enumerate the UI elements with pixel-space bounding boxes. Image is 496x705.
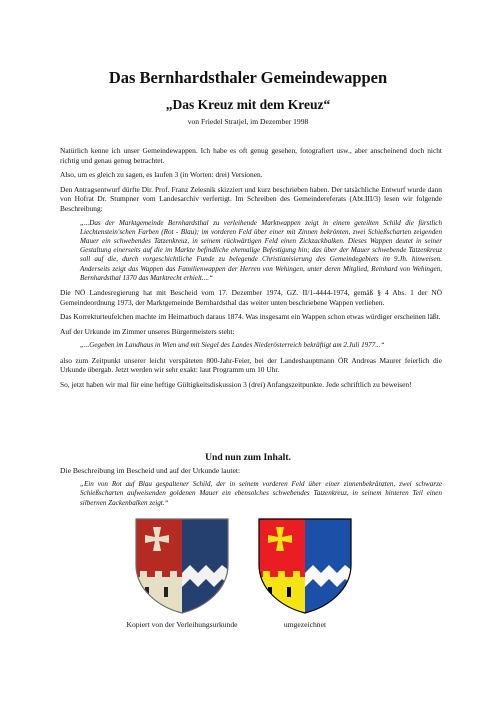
description-quote: „Ein von Rot auf Blau gespaltener Schild, der in seinem vorderen Feld über einer zinnenbekränzten, zwei schwarze Schießscharten aufweisenden goldenen Mauer ein ebensolches schwebendes Tatzenkreuz, in seinem hinteren Teil einen silbernen Zackenbalken zeigt.“ <box>80 480 442 507</box>
page-title: Das Bernhardsthaler Gemeindewappen <box>108 68 388 87</box>
page-subtitle: „Das Kreuz mit dem Kreuz“ <box>165 97 331 112</box>
paragraph: Auf der Urkunde im Zimmer unseres Bürgermeisters steht: <box>60 326 235 336</box>
crenellated-wall <box>132 571 182 615</box>
arrow-slit <box>287 587 291 597</box>
paragraph: Also, um es gleich zu sagen, es laufen 3 (in Worten: drei) Versionen. <box>60 170 263 180</box>
paragraph: Den Antragsentwurf dürfte Dir. Prof. Franz Zelesnik skizziert und kurz beschrieben haben. Der tatsächliche Entwurf wurde dann von Hofrat Dr. Stumpner vom Landesarchiv verfertigt. Im Schreiben des Gemeindereferats (Abt.III/3) lesen wir folgende Beschreibung: <box>60 184 442 213</box>
caption-original: Kopiert von der Verleihungsurkunde <box>126 620 238 629</box>
paragraph: So, jetzt haben wir mal für eine heftige Gültigkeitsdiskussion 3 (drei) Anfangszeitpunkte. Jede schriftlich zu beweisen! <box>60 379 412 389</box>
paragraph: Die NÖ Landesregierung hat mit Bescheid vom 17. Dezember 1974, GZ. II/1-4444-1974, gemäß § 4 Abs. 1 der NÖ Gemeindeordnung 1973, der Marktgemeinde Bernhardsthal das weiter unten beschriebene Wappen verliehen. <box>60 287 442 307</box>
quote-certificate: „...Gegeben im Landhaus in Wien und mit Siegel des Landes Niederösterreich bekräftigt am 2.Juli 1977...“ <box>80 341 385 350</box>
shield-original-image <box>132 515 232 615</box>
section-heading: Und nun zum Inhalt. <box>205 452 291 463</box>
blue-field <box>182 515 232 615</box>
paragraph: Natürlich kenne ich unser Gemeindewappen. Ich habe es oft genug gesehen, fotografiert usw., aber anscheinend doch nicht richtig und genau genug betrachtet. <box>60 146 442 165</box>
arrow-slit <box>164 587 168 597</box>
paragraph: Das Korrekturteufelchen machte im Heimatbuch daraus 1874. Was insgesamt ein Wappen schon etwas würdiger erscheinen läßt. <box>60 312 441 322</box>
byline: von Friedel Stratjel, im Dezember 1998 <box>187 117 309 126</box>
blue-field <box>305 515 355 615</box>
crenellated-wall <box>255 571 305 615</box>
coat-of-arms-redrawn <box>255 515 355 615</box>
article-body <box>60 146 442 394</box>
coat-of-arms-original <box>132 515 232 615</box>
description-intro: Die Beschreibung im Bescheid und auf der Urkunde lautet: <box>60 466 241 475</box>
paragraph: also zum Zeitpunkt unserer leicht verspäteten 800-Jahr-Feier, bei der Landeshauptmann ÖR Andreas Maurer feierlich die Urkunde übergab. Jetzt werden wir sehr exakt: laut Programm um 10 Uhr. <box>60 355 442 375</box>
shield-redrawn-image <box>255 515 355 615</box>
caption-redrawn: umgezeichnet <box>283 620 327 629</box>
quote-description: „...Das der Marktgemeinde Bernhardsthal zu verleihende Marktwappen zeigt in einem geteilten Schild die fürstlich Liechtenstein'schen Farben (Rot - Blau); im vorderen Feld über einer mit Zinnen bekrönten, zwei Schießscharten zeigenden Mauer ein schwebendes Tatzenkreuz, in seinem rückwärtigen Feld einen Zickzackbalken. Dieses Wappen deutet in seiner Gestaltung einerseits auf die im Markte befindliche ehemalige Befestigung hin; das über der Mauer schwebende Tatzenkreuz soll auf die, durch vorgeschichtliche Funde zu belegende Christianisierung des Gemeindegebiets im 9.Jh. hinweisen. Anderseits zeigt das Wappen das Familienwappen der Herren von Wehingen, unter deren Mitglied, Reinhard von Wehingen, Bernhardsthal 1370 das Marktrecht erhielt....“ <box>80 218 442 282</box>
